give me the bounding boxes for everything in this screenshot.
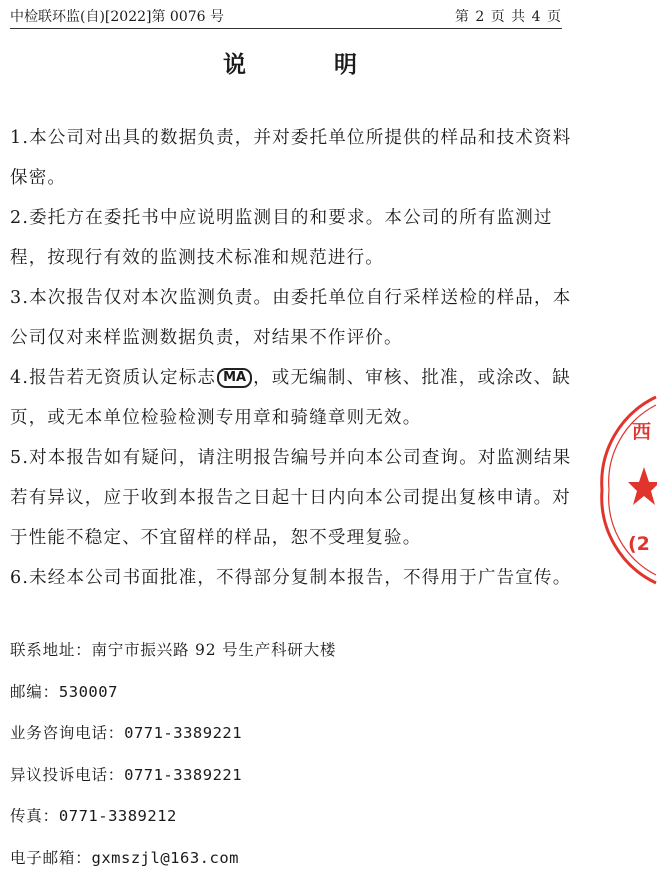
address-label: 联系地址： [10,641,92,659]
complaint-phone-label: 异议投诉电话： [10,766,124,784]
page-header [10,6,562,29]
contact-consult-phone [10,713,570,755]
notice-item-1: 1.本公司对出具的数据负责，并对委托单位所提供的样品和技术资料保密。 [10,118,575,198]
fax-label: 传真： [10,807,59,825]
notice-item-4-after: ，或无编制、审核、批准，或涂改、缺页，或无本单位检验检测专用章和骑缝章则无效。 [10,368,571,428]
postcode-label: 邮编： [10,683,59,701]
seal-star-icon [628,467,657,505]
cma-mark-icon: MA [217,368,252,388]
seal-text-bottom: (2 [628,533,650,555]
complaint-phone-value: 0771-3389221 [124,766,242,784]
contact-complaint-phone [10,755,570,797]
page-title: 说 明 [0,46,580,79]
contact-address [10,630,570,672]
contact-fax [10,796,570,838]
contact-email [10,838,570,879]
consult-phone-value: 0771-3389221 [124,724,242,742]
contact-postcode [10,672,570,714]
notice-item-2: 2.委托方在委托书中应说明监测目的和要求。本公司的所有监测过程，按现行有效的监测技术标准和规范进行。 [10,198,575,278]
page-number-info: 第 2 页 共 4 页 [455,6,562,28]
contact-info [10,630,570,879]
seal-text-top: 西 [632,417,651,444]
fax-value: 0771-3389212 [59,807,177,825]
report-reference-number: 中检联环监(自)[2022]第 0076 号 [10,6,224,28]
notice-item-6: 6.未经本公司书面批准，不得部分复制本报告，不得用于广告宣传。 [10,558,575,598]
notice-item-4 [10,358,575,438]
notice-list [10,118,575,598]
address-value: 南宁市振兴路 92 号生产科研大楼 [92,641,337,659]
email-value: gxmszjl@163.com [92,849,239,867]
notice-item-3: 3.本次报告仅对本次监测负责。由委托单位自行采样送检的样品，本公司仅对来样监测数据负责，对结果不作评价。 [10,278,575,358]
consult-phone-label: 业务咨询电话： [10,724,124,742]
notice-item-4-before: 4.报告若无资质认定标志 [10,368,216,388]
notice-item-5: 5.对本报告如有疑问，请注明报告编号并向本公司查询。对监测结果若有异议，应于收到本报告之日起十日内向本公司提出复核申请。对于性能不稳定、不宜留样的样品，恕不受理复验。 [10,438,575,558]
postcode-value: 530007 [59,683,118,701]
email-label: 电子邮箱： [10,849,92,867]
red-seal-stamp [600,395,657,585]
